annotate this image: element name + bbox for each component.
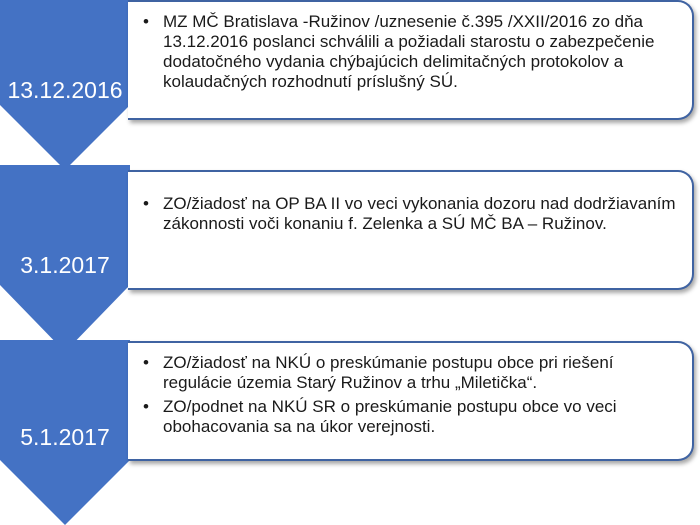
step-2-card	[128, 170, 694, 290]
step-1-bullet-list	[128, 12, 692, 92]
step-1-date: 13.12.2016	[7, 77, 123, 103]
step-3-bullet-2	[143, 397, 682, 437]
step-2-bullet-list	[128, 194, 692, 234]
step-2-date: 3.1.2017	[20, 252, 110, 278]
bullet-icon: •	[143, 12, 149, 31]
step-3-bullet-1	[143, 353, 682, 393]
step-3-bullet-1-text: ZO/žiadosť na NKÚ o preskúmanie postupu obce pri riešení regulácie územia Starý Ružinov a trhu „Miletička“.	[163, 353, 614, 392]
step-1-bullet-1	[143, 12, 682, 92]
step-3-bullet-list	[128, 353, 692, 437]
bullet-icon: •	[143, 194, 149, 213]
bullet-icon: •	[143, 353, 149, 372]
step-1-bullet-1-text: MZ MČ Bratislava -Ružinov /uznesenie č.395 /XXII/2016 zo dňa 13.12.2016 poslanci schválili a požiadali starostu o zabezpečenie dodatočného vydania chýbajúcich delimitačných protokolov a kolaudačných rozhodnutí príslušný SÚ.	[163, 12, 655, 91]
step-3-card	[128, 341, 694, 461]
step-2-bullet-1-text: ZO/žiadosť na OP BA II vo veci vykonania dozoru nad dodržiavaním zákonnosti voči konaniu f. Zelenka a SÚ MČ BA – Ružinov.	[163, 194, 676, 233]
step-3-date: 5.1.2017	[20, 424, 110, 450]
bullet-icon: •	[143, 397, 149, 416]
step-1-card	[128, 0, 694, 120]
step-2-bullet-1	[143, 194, 682, 234]
step-3-bullet-2-text: ZO/podnet na NKÚ SR o preskúmanie postupu obce vo veci obohacovania sa na úkor verejnosti.	[163, 397, 617, 436]
